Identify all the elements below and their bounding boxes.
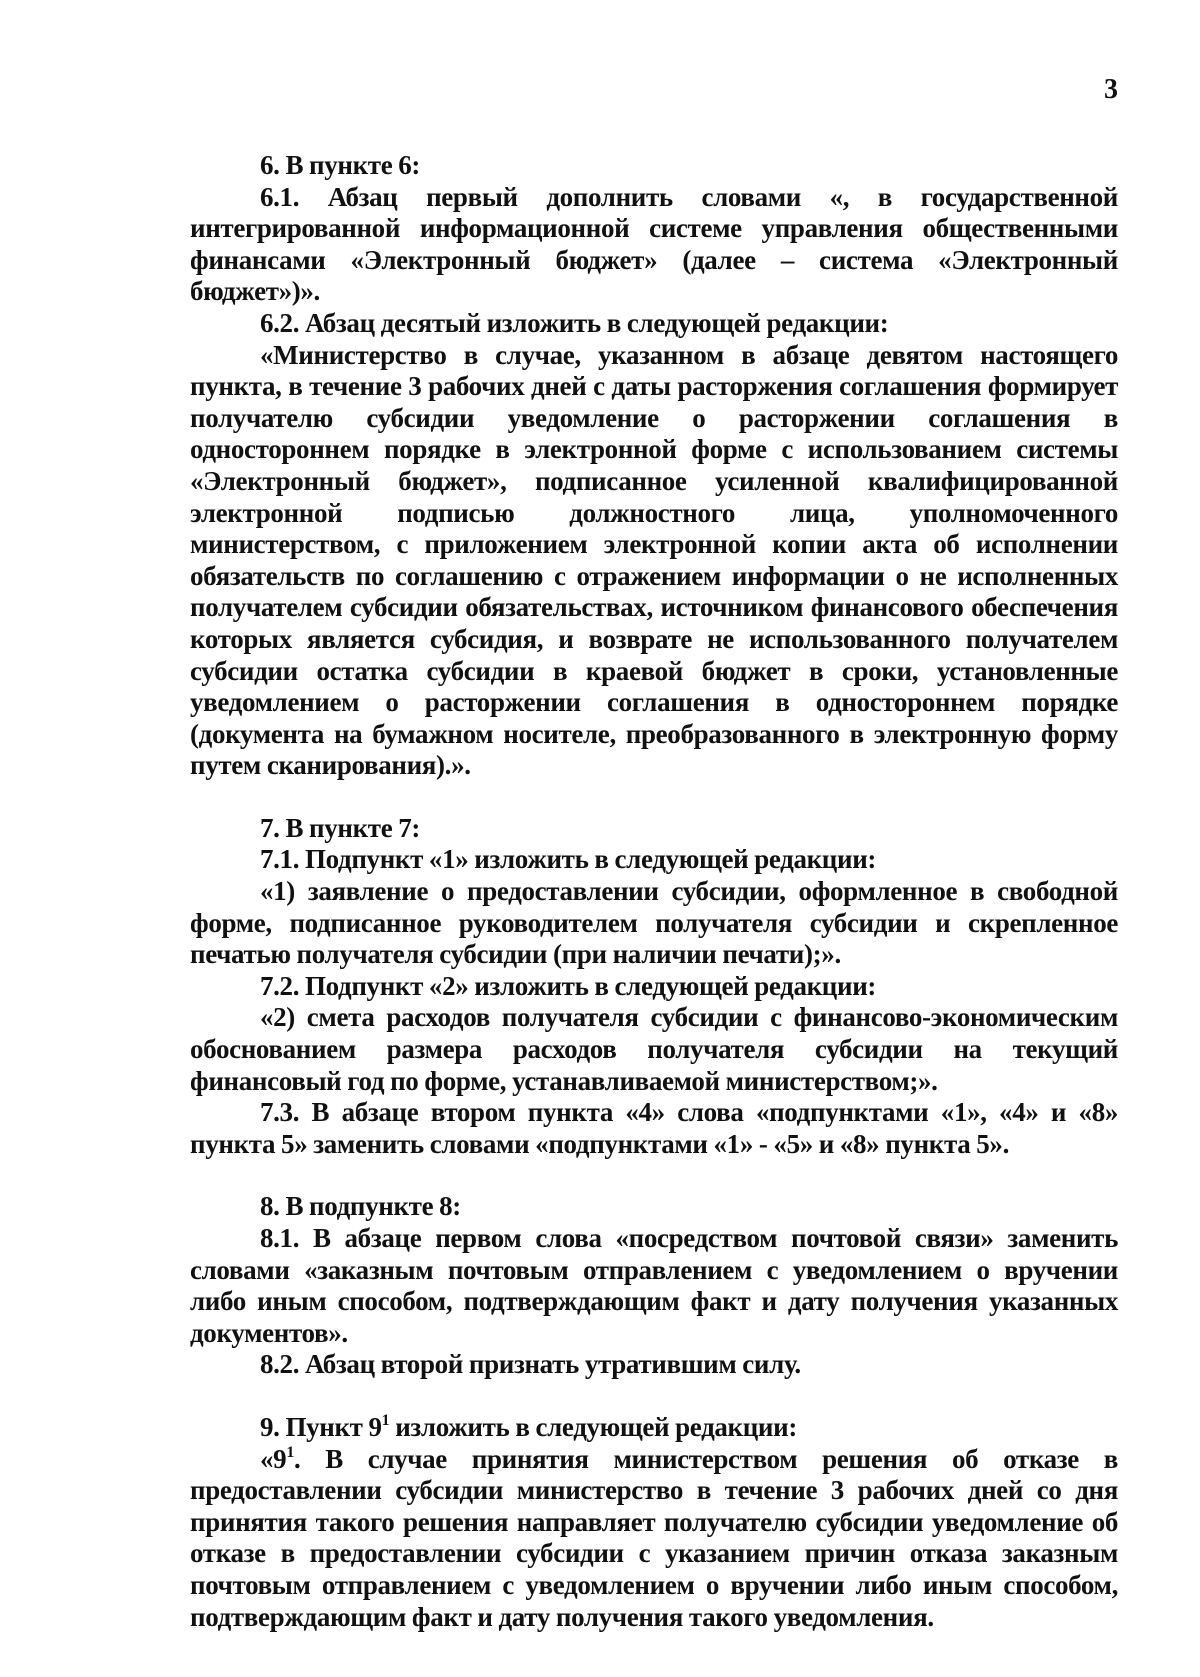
item-7-1-quote: «1) заявление о предоставлении субсидии, оформленное в свободной форме, подписанное руководителем получателя субсидии и скрепленное печатью получателя субсидии (при наличии печати);». xyxy=(190,876,1118,970)
section-8-heading: 8. В подпункте 8: xyxy=(260,1191,461,1222)
item-9-quote-lead: «9 xyxy=(260,1443,287,1474)
section-9-heading-lead: 9. Пункт 9 xyxy=(260,1411,382,1442)
item-7-2-quote: «2) смета расходов получателя субсидии с финансово-экономическим обоснованием размера расходов получателя субсидии на текущий финансовый год по форме, устанавливаемой министерством;». xyxy=(190,1002,1118,1096)
item-9-quote xyxy=(190,1444,1118,1634)
section-9-heading-tail: изложить в следующей редакции: xyxy=(389,1411,797,1442)
item-6-1: 6.1. Абзац первый дополнить словами «, в государственной интегрированной информационной системе управления общественными финансами «Электронный бюджет» (далее – система «Электронный бюджет»)». xyxy=(190,181,1118,307)
item-7-1: 7.1. Подпункт «1» изложить в следующей редакции: xyxy=(260,844,877,875)
item-7-3: 7.3. В абзаце втором пункта «4» слова «подпунктами «1», «4» и «8» пункта 5» заменить словами «подпунктами «1» - «5» и «8» пункта 5». xyxy=(190,1097,1118,1159)
section-6-heading: 6. В пункте 6: xyxy=(260,150,421,180)
item-8-1: 8.1. В абзаце первом слова «посредством почтовой связи» заменить словами «заказным почтовым отправлением с уведомлением о вручении либо иным способом, подтверждающим факт и дату получения указанных документов». xyxy=(190,1223,1118,1348)
page-number: 3 xyxy=(1104,74,1118,105)
superscript: 1 xyxy=(381,1411,390,1429)
superscript: 1 xyxy=(286,1443,294,1461)
item-9-quote-tail: . В случае принятия министерством решения об отказе в предоставлении субсидии министерство в течение 3 рабочих дней со дня принятия такого решения направляет получателю субсидии уведомление об отказе в предоставлении субсидии с указанием причин отказа заказным почтовым отправлением с уведомлением о вручении либо иным способом, подтверждающим факт и дату получения такого уведомления. xyxy=(190,1443,1118,1632)
section-7-heading: 7. В пункте 7: xyxy=(260,812,421,843)
item-6-2-quote: «Министерство в случае, указанном в абзаце девятом настоящего пункта, в течение 3 рабочих дней с даты расторжения соглашения формирует получателю субсидии уведомление о расторжении соглашения в одностороннем порядке в электронной форме с использованием системы «Электронный бюджет», подписанное усиленной квалифицированной электронной подписью должностного лица, уполномоченного министерством, с приложением электронной копии акта об исполнении обязательств по соглашению с отражением информации о не исполненных получателем субсидии обязательствах, источником финансового обеспечения которых является субсидия, и возврате не использованного получателем субсидии остатка субсидии в краевой бюджет в сроки, установленные уведомлением о расторжении соглашения в одностороннем порядке (документа на бумажном носителе, преобразованного в электронную форму путем сканирования).». xyxy=(190,339,1118,781)
document-body xyxy=(190,150,1118,1633)
section-9-heading xyxy=(190,1412,1118,1444)
item-7-2: 7.2. Подпункт «2» изложить в следующей редакции: xyxy=(260,970,877,1001)
item-6-2: 6.2. Абзац десятый изложить в следующей редакции: xyxy=(260,307,889,338)
item-8-2: 8.2. Абзац второй признать утратившим силу. xyxy=(260,1349,801,1380)
